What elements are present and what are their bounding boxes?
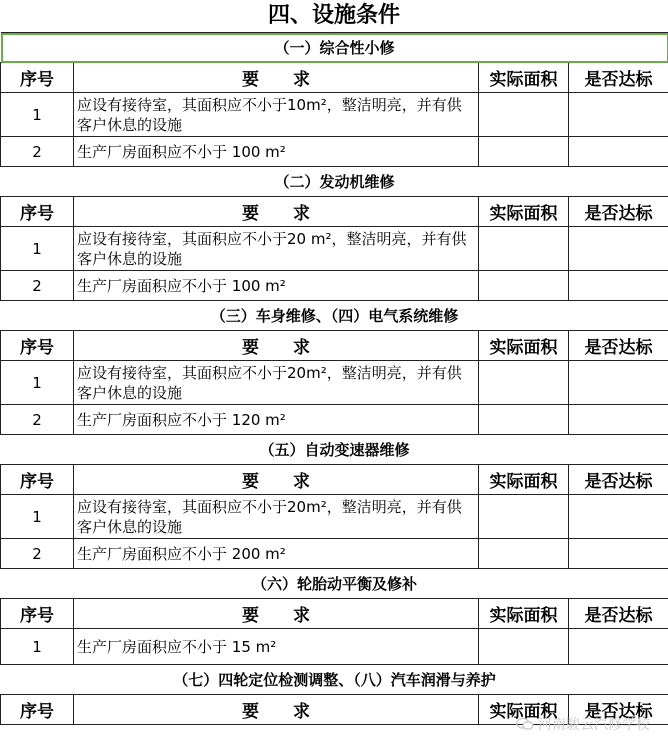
cell-ok[interactable]	[569, 93, 668, 137]
cell-req[interactable]: 应设有接待室，其面积应不小于20m²，整洁明亮，并有供客户休息的设施	[74, 495, 479, 539]
header-area[interactable]: 实际面积	[479, 331, 569, 361]
header-num[interactable]: 序号	[1, 465, 74, 495]
header-row	[1, 197, 668, 227]
page-title: 四、设施条件	[267, 3, 400, 28]
cell-num[interactable]: 1	[1, 629, 74, 665]
cell-ok[interactable]	[569, 495, 668, 539]
header-ok[interactable]: 是否达标	[569, 63, 668, 93]
header-ok[interactable]: 是否达标	[569, 331, 668, 361]
cell-area[interactable]	[479, 405, 569, 435]
cell-num[interactable]: 2	[1, 405, 74, 435]
header-req[interactable]: 要 求	[74, 63, 479, 93]
cell-area[interactable]	[479, 137, 569, 167]
table-row	[1, 137, 668, 167]
section-title[interactable]: （六）轮胎动平衡及修补	[1, 569, 668, 599]
section-row[interactable]	[1, 167, 668, 197]
header-row	[1, 331, 668, 361]
cell-area[interactable]	[479, 539, 569, 569]
table-row	[1, 227, 668, 271]
header-req[interactable]: 要 求	[74, 331, 479, 361]
cell-req[interactable]: 生产厂房面积应不小于 100 m²	[74, 137, 479, 167]
cell-req[interactable]: 应设有接待室，其面积应不小于20 m²，整洁明亮，并有供客户休息的设施	[74, 227, 479, 271]
section-row[interactable]	[1, 301, 668, 331]
section-row[interactable]	[1, 33, 668, 63]
cell-area[interactable]	[479, 227, 569, 271]
cell-req[interactable]: 应设有接待室，其面积应不小于20m²，整洁明亮，并有供客户休息的设施	[74, 361, 479, 405]
cell-ok[interactable]	[569, 227, 668, 271]
table-row	[1, 271, 668, 301]
wechat-icon	[516, 717, 534, 731]
section-title[interactable]: （二）发动机维修	[1, 167, 668, 197]
section-title[interactable]: （七）四轮定位检测调整、（八）汽车润滑与养护	[1, 665, 668, 695]
table-row	[1, 539, 668, 569]
cell-ok[interactable]	[569, 137, 668, 167]
header-area[interactable]: 实际面积	[479, 197, 569, 227]
cell-num[interactable]: 1	[1, 227, 74, 271]
table-row	[1, 405, 668, 435]
facility-table	[0, 32, 668, 725]
cell-num[interactable]: 1	[1, 361, 74, 405]
cell-req[interactable]: 生产厂房面积应不小于 120 m²	[74, 405, 479, 435]
header-row	[1, 599, 668, 629]
table-row	[1, 361, 668, 405]
header-area[interactable]: 实际面积	[479, 599, 569, 629]
cell-ok[interactable]	[569, 539, 668, 569]
section-title[interactable]: （三）车身维修、（四）电气系统维修	[1, 301, 668, 331]
cell-num[interactable]: 2	[1, 271, 74, 301]
watermark	[516, 714, 650, 734]
header-area[interactable]: 实际面积	[479, 465, 569, 495]
cell-ok[interactable]	[569, 271, 668, 301]
table-row	[1, 93, 668, 137]
header-req[interactable]: 要 求	[74, 197, 479, 227]
cell-req[interactable]: 生产厂房面积应不小于 15 m²	[74, 629, 479, 665]
cell-num[interactable]: 1	[1, 93, 74, 137]
section-title[interactable]: （五）自动变速器维修	[1, 435, 668, 465]
header-num[interactable]: 序号	[1, 197, 74, 227]
cell-req[interactable]: 生产厂房面积应不小于 100 m²	[74, 271, 479, 301]
header-row	[1, 63, 668, 93]
cell-ok[interactable]	[569, 629, 668, 665]
header-ok[interactable]: 是否达标	[569, 465, 668, 495]
cell-num[interactable]: 2	[1, 539, 74, 569]
table-row	[1, 629, 668, 665]
cell-area[interactable]	[479, 93, 569, 137]
section-row[interactable]	[1, 569, 668, 599]
cell-area[interactable]	[479, 629, 569, 665]
header-req[interactable]: 要 求	[74, 465, 479, 495]
header-area[interactable]: 实际面积	[479, 695, 569, 725]
watermark-text: 河南駿云汽修学校	[538, 717, 650, 733]
cell-ok[interactable]	[569, 405, 668, 435]
header-area[interactable]: 实际面积	[479, 63, 569, 93]
cell-area[interactable]	[479, 495, 569, 539]
header-req[interactable]: 要 求	[74, 599, 479, 629]
header-num[interactable]: 序号	[1, 63, 74, 93]
header-ok[interactable]: 是否达标	[569, 599, 668, 629]
section-row[interactable]	[1, 665, 668, 695]
section-row[interactable]	[1, 435, 668, 465]
header-num[interactable]: 序号	[1, 599, 74, 629]
header-ok[interactable]: 是否达标	[569, 695, 668, 725]
cell-req[interactable]: 应设有接待室，其面积应不小于10m²，整洁明亮，并有供客户休息的设施	[74, 93, 479, 137]
cell-area[interactable]	[479, 271, 569, 301]
header-num[interactable]: 序号	[1, 695, 74, 725]
cell-req[interactable]: 生产厂房面积应不小于 200 m²	[74, 539, 479, 569]
section-title[interactable]: （一）综合性小修	[1, 33, 668, 63]
table-row	[1, 495, 668, 539]
header-row	[1, 465, 668, 495]
header-num[interactable]: 序号	[1, 331, 74, 361]
cell-ok[interactable]	[569, 361, 668, 405]
cell-num[interactable]: 1	[1, 495, 74, 539]
header-req[interactable]: 要 求	[74, 695, 479, 725]
cell-num[interactable]: 2	[1, 137, 74, 167]
header-ok[interactable]: 是否达标	[569, 197, 668, 227]
cell-area[interactable]	[479, 361, 569, 405]
